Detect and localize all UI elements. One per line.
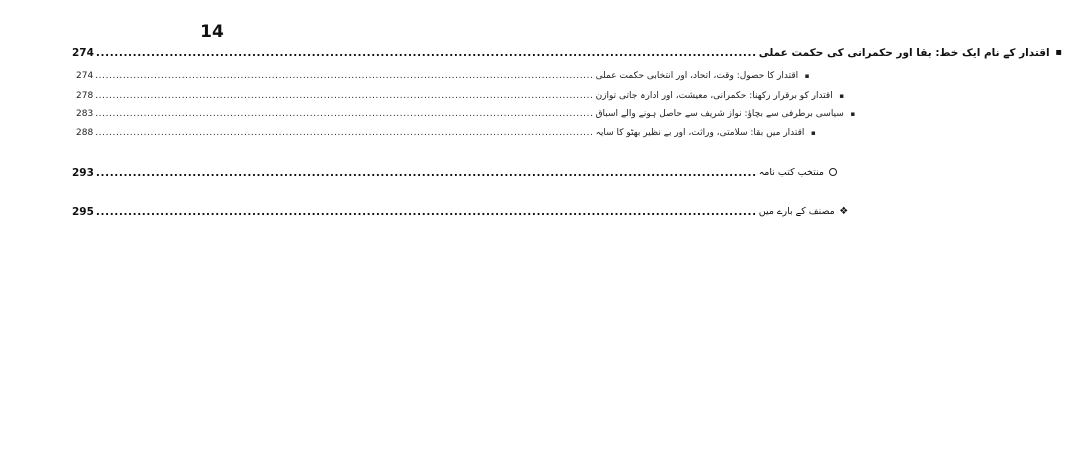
toc-page-number: 274: [76, 71, 94, 81]
toc-entry-title: اقتدار کو برقرار رکھنا: حکمرانی، معیشت، اور ادارہ جاتی توازن: [595, 91, 833, 101]
square-bullet-icon: ▪: [811, 129, 816, 137]
square-bullet-icon: ▪: [839, 92, 845, 100]
dot-leader: ................................................................................................................................................: [95, 206, 757, 218]
toc-page-number: 293: [72, 167, 94, 179]
toc-sub-entry[interactable]: [76, 106, 856, 120]
dot-leader: ................................................................................................................................................: [95, 47, 757, 59]
toc-entry-title: اقتدار کا حصول: وقت، اتحاد، اور انتخابی حکمت عملی: [595, 71, 799, 81]
circle-bullet-icon: [827, 166, 839, 180]
toc-main-entry[interactable]: [72, 44, 1062, 60]
dot-leader: ................................................................................................................................................: [95, 71, 594, 81]
dot-leader: ................................................................................................................................................: [95, 109, 594, 119]
toc-about-author-entry[interactable]: [72, 203, 849, 219]
diamond-star-bullet-icon: ❖: [839, 206, 849, 217]
page-number: 14: [200, 22, 224, 42]
toc-entry-title: مصنف کے بارے میں: [758, 206, 835, 217]
dot-leader: ................................................................................................................................................: [95, 128, 594, 138]
toc-sub-entry[interactable]: [76, 88, 845, 102]
toc-bibliography-entry[interactable]: [72, 164, 824, 180]
toc-page-number: 295: [72, 206, 94, 218]
toc-entry-title: اقتدار کے نام ایک خط: بقا اور حکمرانی کی حکمت عملی: [758, 47, 1050, 59]
toc-page-number: 278: [76, 91, 94, 101]
square-bullet-icon: ▪: [1055, 47, 1062, 58]
square-bullet-icon: ▪: [804, 72, 810, 80]
toc-page-number: 274: [72, 47, 94, 59]
toc-entry-title: منتخب کتب نامہ: [758, 167, 824, 178]
toc-entry-title: اقتدار میں بقا: سلامتی، وراثت، اور بے نظیر بھٹو کا سایہ: [595, 128, 805, 138]
toc-entry-title: سیاسی برطرفی سے بچاؤ: نواز شریف سے حاصل ہونے والے اسباق: [595, 109, 844, 119]
toc-sub-entry[interactable]: [76, 68, 810, 82]
toc-page-number: 288: [76, 128, 94, 138]
dot-leader: ................................................................................................................................................: [95, 167, 757, 179]
toc-page-number: 283: [76, 109, 94, 119]
toc-sub-entry[interactable]: [76, 125, 816, 139]
dot-leader: ................................................................................................................................................: [95, 91, 594, 101]
square-bullet-icon: ▪: [850, 110, 856, 118]
